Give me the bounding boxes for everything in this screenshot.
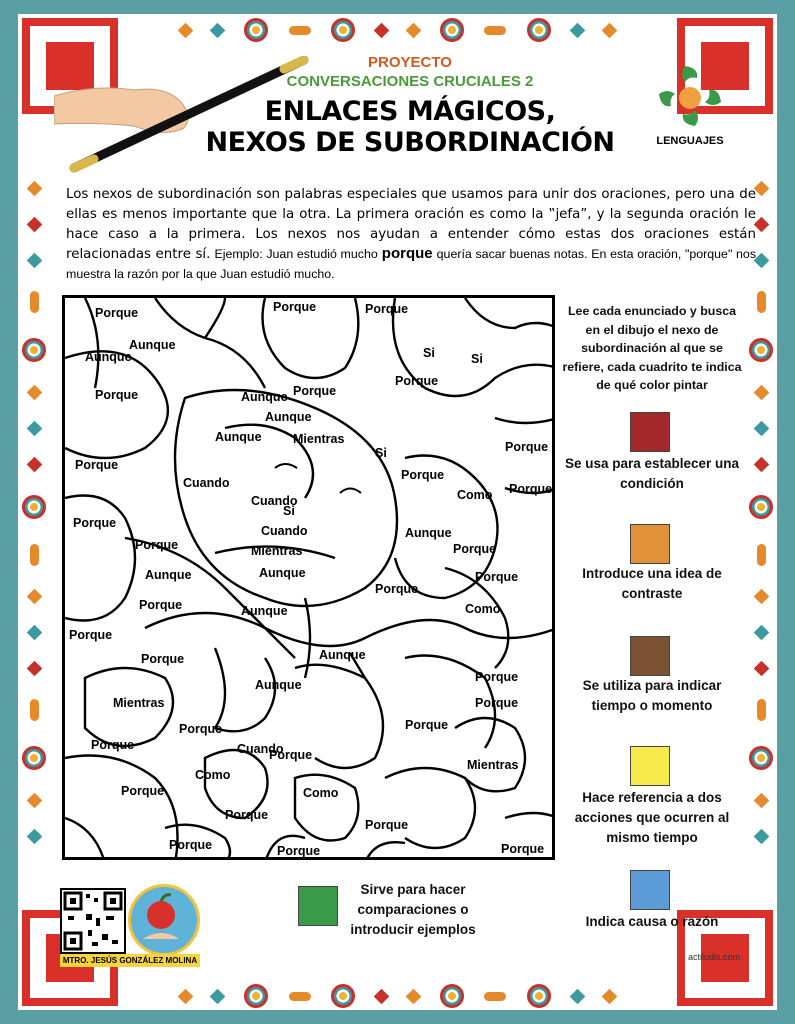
border-top (170, 16, 625, 44)
drawing-word: Porque (509, 482, 553, 496)
legend-cause: Indica causa o razón (585, 914, 719, 929)
title-line-2: NEXOS DE SUBORDINACIÓN (205, 127, 615, 158)
drawing-word: Porque (269, 748, 313, 762)
project-name: CONVERSACIONES CRUCIALES 2 (286, 73, 534, 90)
drawing-word: Aunque (85, 350, 132, 364)
coloring-drawing (62, 295, 555, 860)
drawing-word: Aunque (265, 410, 312, 424)
drawing-word: Mientras (467, 758, 519, 772)
intro-text (66, 184, 756, 284)
drawing-word: Porque (401, 468, 445, 482)
color-swatch-condition (630, 412, 670, 452)
drawing-word: Porque (365, 302, 409, 316)
legend-contrast: Introduce una idea de contraste (582, 566, 722, 601)
drawing-word: Porque (95, 306, 139, 320)
lenguajes-logo (640, 62, 740, 147)
drawing-word: Porque (135, 538, 179, 552)
intro-paragraph: Los nexos de subordinación son palabras especiales que usamos para unir dos oraciones, pero una de ellas es menos importante que la otra. La primera oración es como la ‟jefa”, y la segunda oración le hace caso a la primera. Los nexos nos ayudan a entender cómo estas dos oraciones están relacionadas entre sí. (66, 187, 756, 262)
author-name: MTRO. JESÚS GONZÁLEZ MOLINA (60, 954, 200, 967)
drawing-word: Mientras (113, 696, 165, 710)
drawing-word: Cuando (251, 494, 298, 508)
example-prefix: Ejemplo: Juan estudió mucho (214, 247, 378, 261)
drawing-word: Porque (405, 718, 449, 732)
drawing-word: Cuando (261, 524, 308, 538)
logo-label: LENGUAJES (656, 135, 724, 147)
color-swatch-cause (630, 870, 670, 910)
legend-simultaneous: Hace referencia a dos acciones que ocurren al mismo tiempo (574, 790, 730, 845)
qr-code-icon (60, 888, 126, 954)
drawing-word: Aunque (241, 390, 288, 404)
drawing-word: Como (195, 768, 231, 782)
border-left (20, 170, 48, 854)
drawing-word: Porque (505, 440, 549, 454)
drawing-word: Porque (121, 784, 165, 798)
instructions: Lee cada enunciado y busca en el dibujo el nexo de subordinación al que se refiere, cada cuadrito te indica de qué color pintar (562, 304, 742, 392)
drawing-word: Aunque (255, 678, 302, 692)
drawing-word: Porque (475, 670, 519, 684)
page-title (200, 96, 620, 158)
drawing-word: Porque (375, 582, 419, 596)
drawing-word: Aunque (145, 568, 192, 582)
drawing-word: Aunque (259, 566, 306, 580)
drawing-word: Si (471, 352, 483, 366)
project-label: PROYECTO (368, 54, 452, 71)
teacher-avatar-icon (128, 884, 200, 956)
drawing-word: Porque (475, 570, 519, 584)
drawing-word: Porque (179, 722, 223, 736)
drawing-word: Porque (277, 844, 321, 858)
color-swatch-contrast (630, 524, 670, 564)
drawing-word: Porque (75, 458, 119, 472)
drawing-word: Aunque (319, 648, 366, 662)
drawing-word: Mientras (251, 544, 303, 558)
drawing-word: Porque (273, 300, 317, 314)
drawing-word: Porque (139, 598, 183, 612)
drawing-word: Si (375, 446, 387, 460)
drawing-word: Como (457, 488, 493, 502)
legend-time: Se utiliza para indicar tiempo o momento (582, 678, 722, 713)
drawing-word: Porque (293, 384, 337, 398)
site-credit: actiludis.com (688, 952, 741, 962)
drawing-word: Mientras (293, 432, 345, 446)
example-suffix: quería sacar buenas notas. En esta oración, "porque" nos muestra la razón por la que Juan estudió mucho. (66, 247, 757, 281)
drawing-word: Porque (69, 628, 113, 642)
drawing-word: Porque (365, 818, 409, 832)
drawing-word: Cuando (237, 742, 284, 756)
drawing-word: Aunque (129, 338, 176, 352)
drawing-word: Cuando (183, 476, 230, 490)
drawing-word: Porque (91, 738, 135, 752)
drawing-word: Porque (501, 842, 545, 856)
drawing-word: Aunque (215, 430, 262, 444)
drawing-word: Si (283, 504, 295, 518)
header (200, 54, 620, 158)
drawing-word: Como (465, 602, 501, 616)
lenguajes-logo-icon (655, 62, 725, 128)
color-swatch-comparison (298, 886, 338, 926)
drawing-word: Porque (475, 696, 519, 710)
legend-comparison: Sirve para hacer comparaciones o introducir ejemplos (350, 882, 476, 937)
drawing-word: Porque (395, 374, 439, 388)
legend-condition: Se usa para establecer una condición (564, 456, 740, 491)
drawing-word: Aunque (241, 604, 288, 618)
drawing-word: Como (303, 786, 339, 800)
drawing-word: Porque (73, 516, 117, 530)
example-keyword: porque (381, 245, 433, 262)
drawing-word: Porque (141, 652, 185, 666)
border-bottom (170, 982, 625, 1010)
color-swatch-time (630, 636, 670, 676)
drawing-word: Aunque (405, 526, 452, 540)
drawing-word: Porque (95, 388, 139, 402)
drawing-word: Si (423, 346, 435, 360)
title-line-1: ENLACES MÁGICOS, (264, 96, 556, 127)
drawing-word: Porque (225, 808, 269, 822)
drawing-word: Porque (169, 838, 213, 852)
drawing-word: Porque (453, 542, 497, 556)
color-swatch-simultaneous (630, 746, 670, 786)
